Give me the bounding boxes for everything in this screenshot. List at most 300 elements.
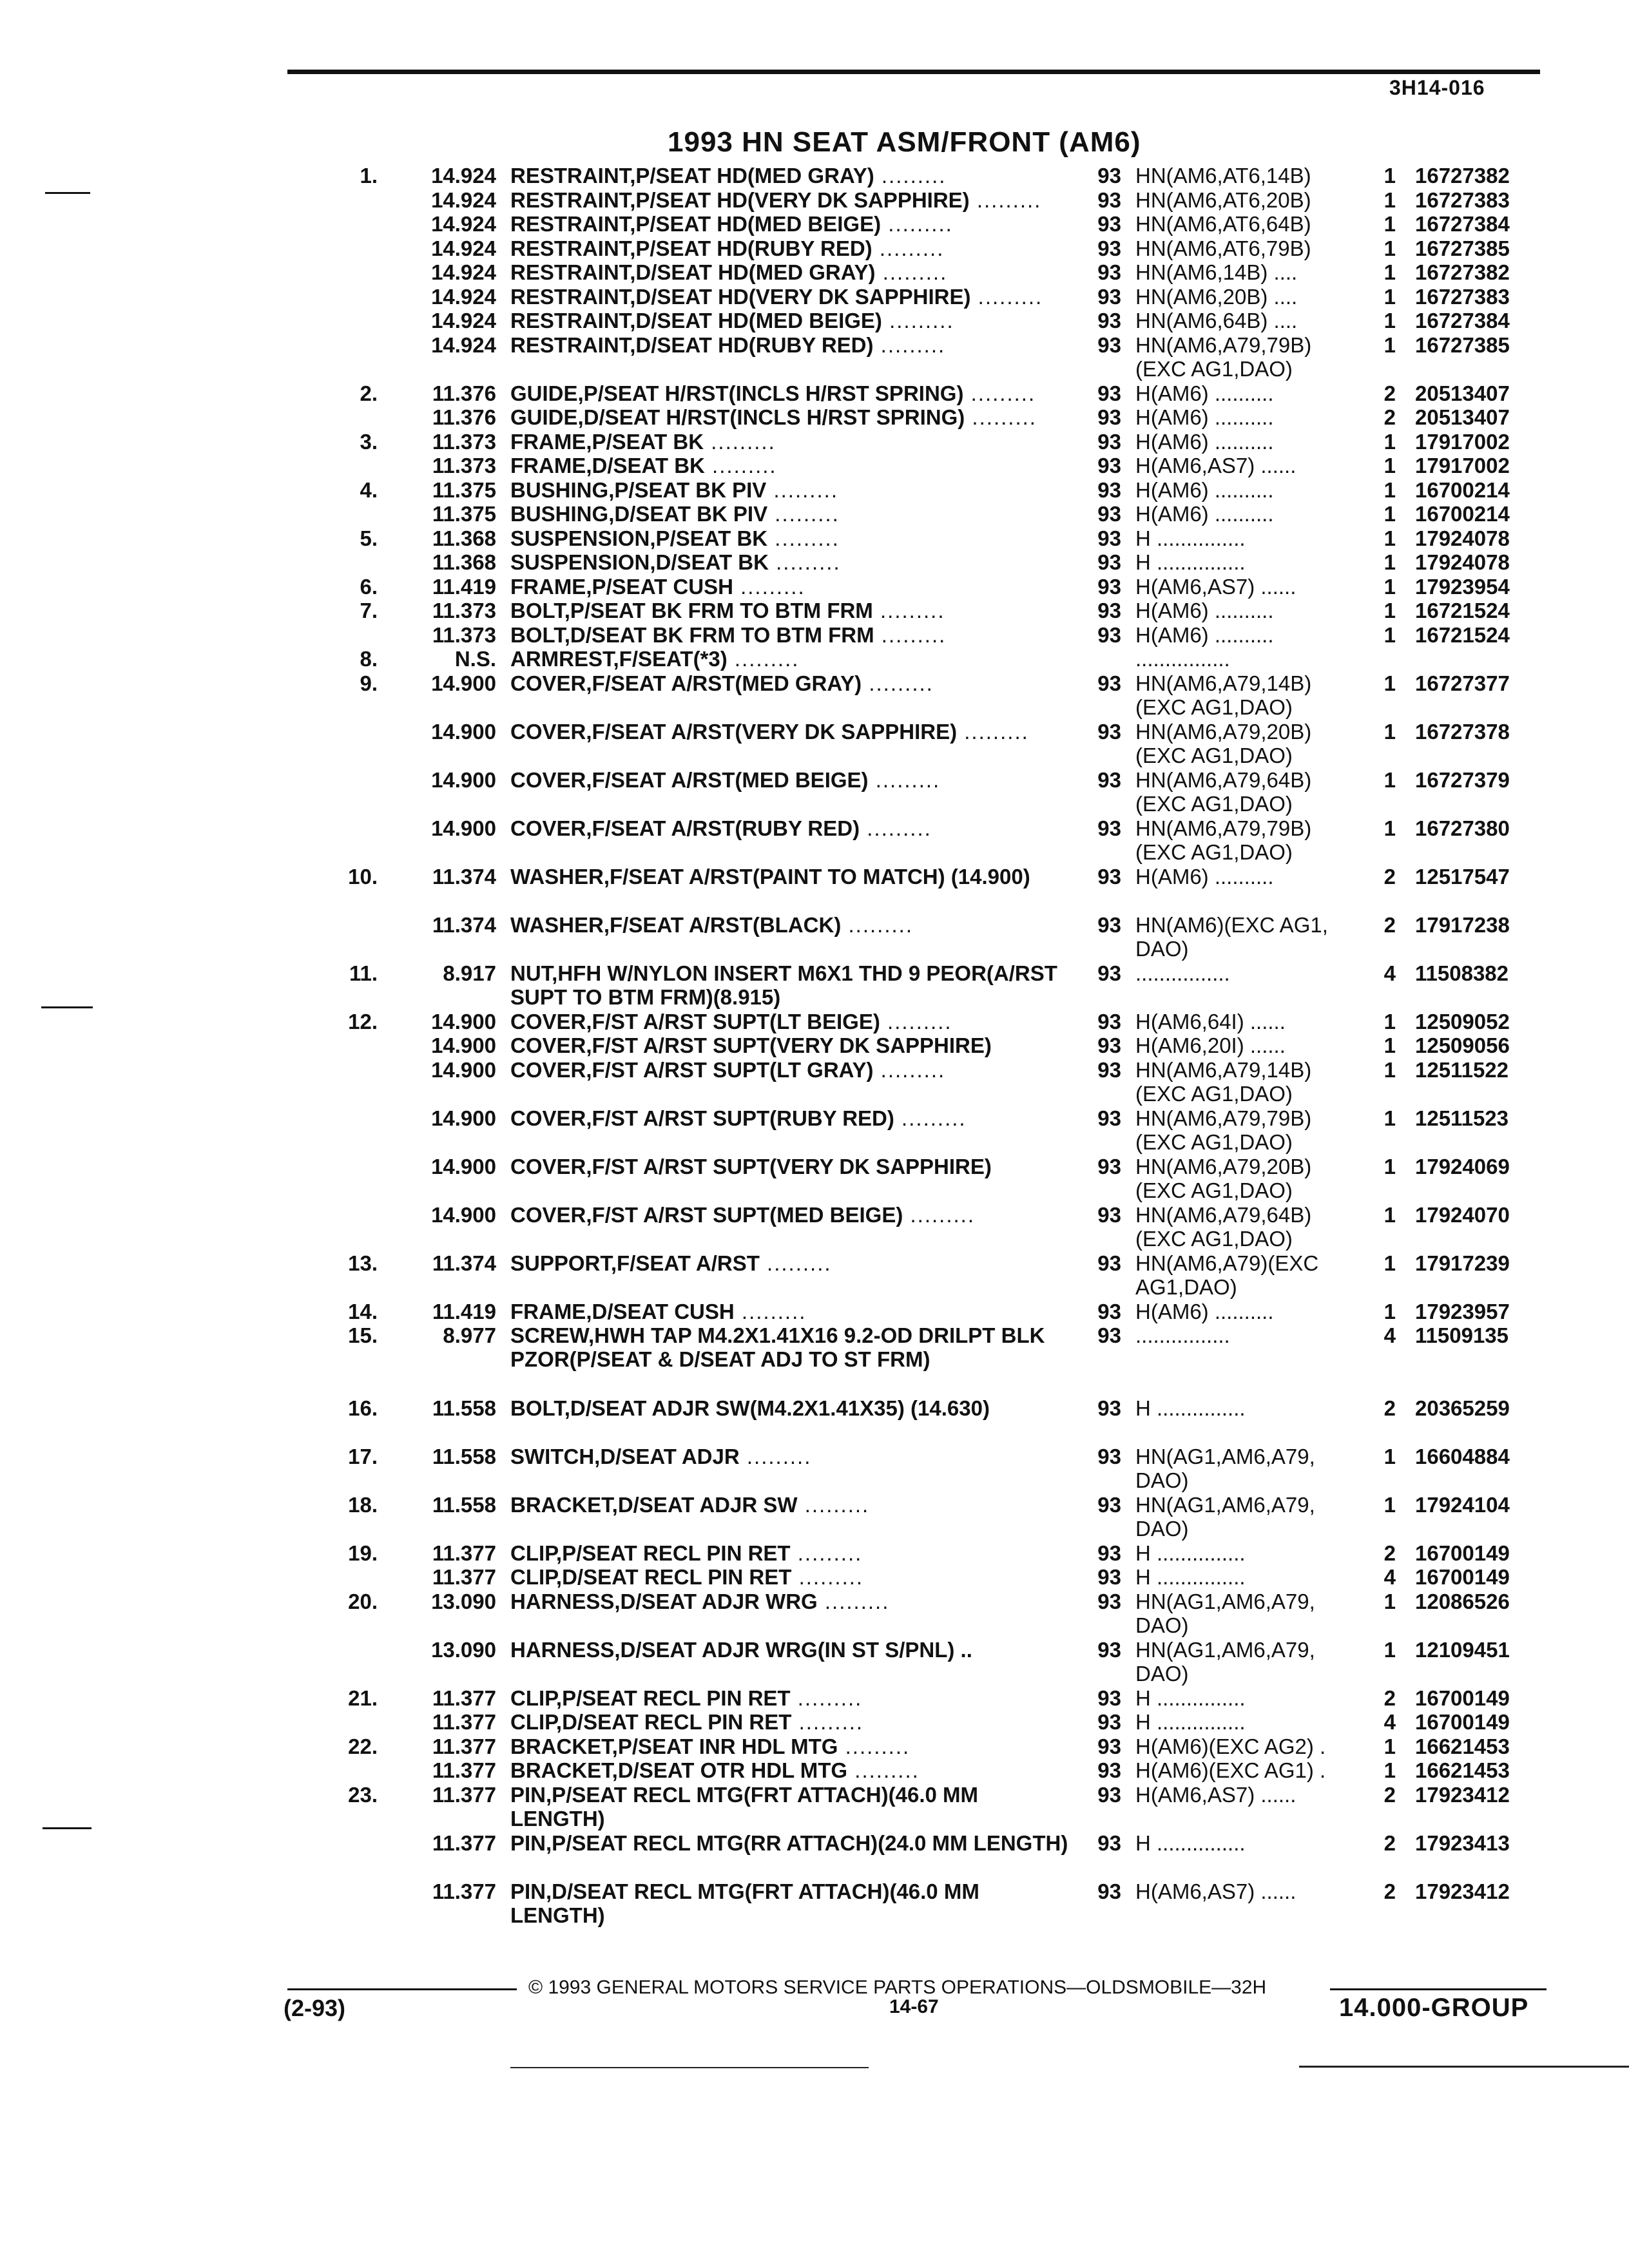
part-description xyxy=(510,1058,1077,1082)
quantity: 1 xyxy=(1383,622,1396,647)
part-name: RESTRAINT xyxy=(510,332,630,357)
model-year: 93 xyxy=(1097,1106,1121,1130)
table-row xyxy=(0,212,1629,236)
part-detail: ,D/SEAT ADJR SW(M4.2X1.41X35) (14.630) xyxy=(564,1396,990,1420)
part-name: CLIP xyxy=(510,1710,556,1734)
part-description xyxy=(510,671,1077,695)
part-detail: ,P/SEAT RECL MTG(RR ATTACH)(24.0 MM LENGTH) xyxy=(546,1831,1068,1855)
ref-number: 21. xyxy=(348,1686,378,1710)
part-detail: ,D/SEAT HD(RUBY RED) xyxy=(630,332,874,357)
model-year: 93 xyxy=(1097,212,1121,236)
leader-dots: ......... xyxy=(970,284,1043,309)
group-number: 11.558 xyxy=(432,1396,496,1420)
usage-code: HN(AM6,A79,79B) (EXC AG1,DAO) xyxy=(1135,816,1312,864)
quantity: 1 xyxy=(1383,1492,1396,1517)
group-number: 11.375 xyxy=(432,502,496,526)
part-description xyxy=(510,1758,1077,1782)
part-description xyxy=(510,865,1077,889)
ref-number: 11. xyxy=(349,961,378,985)
quantity: 1 xyxy=(1383,1202,1396,1227)
quantity: 1 xyxy=(1383,187,1396,212)
ref-number: 5. xyxy=(360,526,378,550)
group-number: 8.977 xyxy=(443,1323,496,1347)
group-number: N.S. xyxy=(454,647,496,671)
part-description xyxy=(510,405,1077,429)
leader-dots: ......... xyxy=(704,454,777,477)
quantity: 1 xyxy=(1383,1589,1396,1613)
table-row xyxy=(0,478,1629,503)
quantity: 1 xyxy=(1383,1106,1396,1130)
part-description xyxy=(510,212,1077,236)
table-row xyxy=(0,1155,1629,1203)
leader-dots: ......... xyxy=(881,212,953,236)
usage-code: HN(AM6,A79,64B) (EXC AG1,DAO) xyxy=(1135,1202,1312,1251)
usage-code: H ............... xyxy=(1135,1541,1246,1565)
quantity: 4 xyxy=(1383,1710,1396,1734)
table-row xyxy=(0,502,1629,526)
part-description xyxy=(510,1445,1077,1468)
group-number: 14.900 xyxy=(431,1033,496,1057)
group-number: 14.900 xyxy=(431,671,496,695)
top-rule xyxy=(287,70,1540,74)
part-description xyxy=(510,720,1077,744)
part-description xyxy=(510,1565,1077,1589)
group-number: 11.377 xyxy=(432,1710,496,1734)
ref-number: 17. xyxy=(348,1444,378,1468)
part-description xyxy=(510,623,1077,647)
model-year: 93 xyxy=(1097,1492,1121,1517)
ref-number: 1. xyxy=(360,164,378,187)
table-row xyxy=(0,430,1629,454)
group-number: 11.377 xyxy=(432,1565,496,1589)
part-description xyxy=(510,1735,1077,1758)
leader-dots: ......... xyxy=(841,912,913,937)
part-name: SUPPORT xyxy=(510,1251,611,1275)
table-row xyxy=(0,333,1629,381)
table-row xyxy=(0,260,1629,285)
part-detail: ,D/SEAT OTR HDL MTG xyxy=(612,1758,848,1782)
part-number: 17924069 xyxy=(1415,1154,1510,1178)
leader-dots: ......... xyxy=(704,429,776,454)
quantity: 1 xyxy=(1383,574,1396,599)
leader-dots: ......... xyxy=(791,1710,864,1734)
part-number: 16727383 xyxy=(1415,284,1510,309)
group-number: 11.376 xyxy=(432,381,496,405)
table-row xyxy=(0,575,1629,599)
model-year: 93 xyxy=(1097,1589,1121,1613)
leader-dots: ......... xyxy=(838,1734,911,1758)
part-name: CLIP xyxy=(510,1686,556,1710)
model-year: 93 xyxy=(1097,599,1121,622)
table-row xyxy=(0,1203,1629,1251)
quantity: 1 xyxy=(1383,1009,1396,1033)
part-name: CLIP xyxy=(510,1541,556,1565)
part-number: 12511523 xyxy=(1415,1106,1509,1130)
part-detail: ,D/SEAT ADJR WRG(IN ST S/PNL) .. xyxy=(614,1637,972,1662)
part-name: NUT xyxy=(510,961,552,985)
leader-dots: ......... xyxy=(873,332,946,357)
page-code: 3H14-016 xyxy=(1389,76,1485,99)
part-name: COVER xyxy=(510,1202,586,1227)
quantity: 2 xyxy=(1383,912,1396,937)
part-detail: ,P/SEAT BK xyxy=(586,429,704,454)
table-row xyxy=(0,1879,1629,1928)
model-year: 93 xyxy=(1097,671,1121,695)
model-year: 93 xyxy=(1097,1057,1121,1082)
part-detail: ,F/SEAT A/RST(VERY DK SAPPHIRE) xyxy=(586,719,958,744)
part-description xyxy=(510,961,1077,1009)
part-name: FRAME xyxy=(510,429,586,454)
group-number: 11.377 xyxy=(432,1782,496,1807)
group-number: 11.374 xyxy=(432,864,496,889)
part-detail: ,F/SEAT A/RST(MED BEIGE) xyxy=(586,767,869,792)
group-number: 14.900 xyxy=(431,1057,496,1082)
usage-code: H(AM6) .......... xyxy=(1135,477,1274,502)
quantity: 1 xyxy=(1383,719,1396,744)
part-number: 17924070 xyxy=(1415,1202,1510,1227)
usage-code: H(AM6,AS7) ...... xyxy=(1135,1782,1296,1807)
table-row xyxy=(0,816,1629,865)
group-number: 8.917 xyxy=(443,961,496,985)
part-description xyxy=(510,1590,1077,1613)
quantity: 1 xyxy=(1383,599,1396,622)
part-name: GUIDE xyxy=(510,381,578,405)
part-detail: ,D/SEAT ADJR xyxy=(594,1444,740,1468)
group-number: 11.419 xyxy=(432,574,496,599)
page-title: 1993 HN SEAT ASM/FRONT (AM6) xyxy=(668,126,1141,158)
part-number: 16700149 xyxy=(1415,1686,1510,1710)
part-name: SUSPENSION xyxy=(510,526,650,550)
leader-dots: ......... xyxy=(797,1492,870,1517)
part-description xyxy=(510,236,1077,260)
part-name: FRAME xyxy=(510,1299,586,1323)
part-description xyxy=(510,1010,1077,1033)
model-year: 93 xyxy=(1097,719,1121,744)
group-number: 14.924 xyxy=(431,187,496,212)
part-number: 17923957 xyxy=(1415,1299,1510,1323)
part-detail: ,F/SEAT A/RST xyxy=(610,1251,760,1275)
table-row xyxy=(0,188,1629,213)
usage-code: H ............... xyxy=(1135,1831,1246,1855)
table-row xyxy=(0,1323,1629,1396)
part-detail: ,D/SEAT BK FRM TO BTM FRM xyxy=(564,622,874,647)
part-name: WASHER xyxy=(510,912,604,937)
usage-code: H(AM6,AS7) ...... xyxy=(1135,574,1296,599)
part-name: COVER xyxy=(510,816,586,840)
part-name: PIN xyxy=(510,1879,546,1903)
group-number: 11.377 xyxy=(432,1541,496,1565)
part-name: COVER xyxy=(510,1154,586,1178)
part-number: 16727377 xyxy=(1415,671,1510,695)
group-number: 11.377 xyxy=(432,1734,496,1758)
table-row xyxy=(0,599,1629,623)
usage-code: H ............... xyxy=(1135,1396,1246,1420)
part-detail: ,P/SEAT HD(MED BEIGE) xyxy=(630,212,882,236)
part-number: 16727383 xyxy=(1415,187,1510,212)
group-number: 14.900 xyxy=(431,816,496,840)
quantity: 1 xyxy=(1383,260,1396,284)
quantity: 2 xyxy=(1383,1396,1396,1420)
quantity: 1 xyxy=(1383,164,1396,187)
quantity: 1 xyxy=(1383,332,1396,357)
part-number: 17923412 xyxy=(1415,1782,1510,1807)
leader-dots: ......... xyxy=(727,647,800,671)
quantity: 1 xyxy=(1383,284,1396,309)
usage-code: HN(AM6,14B) .... xyxy=(1135,260,1298,284)
part-description xyxy=(510,1396,1077,1420)
leader-dots: ......... xyxy=(767,502,840,526)
part-number: 16727384 xyxy=(1415,309,1510,332)
leader-dots: ......... xyxy=(882,309,954,332)
table-row xyxy=(0,1758,1629,1783)
part-number: 16700149 xyxy=(1415,1565,1510,1589)
model-year: 93 xyxy=(1097,187,1121,212)
part-description xyxy=(510,816,1077,840)
group-number: 14.900 xyxy=(431,719,496,744)
leader-dots: ......... xyxy=(759,1251,832,1275)
leader-dots: ......... xyxy=(969,187,1042,212)
table-row xyxy=(0,1686,1629,1711)
table-row xyxy=(0,865,1629,913)
part-detail: ,D/SEAT RECL MTG(FRT ATTACH)(46.0 MM LENGTH) xyxy=(510,1879,979,1927)
group-number: 14.924 xyxy=(431,236,496,260)
leader-dots: ......... xyxy=(791,1565,864,1589)
part-number: 16727385 xyxy=(1415,332,1510,357)
model-year: 93 xyxy=(1097,332,1121,357)
model-year: 93 xyxy=(1097,1782,1121,1807)
ref-number: 13. xyxy=(348,1251,378,1275)
ref-number: 7. xyxy=(360,599,378,622)
leader-dots: ......... xyxy=(734,1299,807,1323)
part-detail: ,P/SEAT CUSH xyxy=(586,574,733,599)
leader-dots: ......... xyxy=(733,574,805,599)
usage-code: H ............... xyxy=(1135,526,1246,550)
usage-code: HN(AM6,A79,14B) (EXC AG1,DAO) xyxy=(1135,671,1312,719)
leader-dots: ......... xyxy=(860,816,932,840)
footer-rule-right xyxy=(1330,1988,1547,1990)
group-number: 11.377 xyxy=(432,1831,496,1855)
part-name: COVER xyxy=(510,719,586,744)
part-description xyxy=(510,599,1077,622)
part-number: 16700214 xyxy=(1415,502,1510,526)
usage-code: H ............... xyxy=(1135,550,1246,574)
part-number: 16727378 xyxy=(1415,719,1510,744)
model-year: 93 xyxy=(1097,1251,1121,1275)
part-number: 16727382 xyxy=(1415,260,1510,284)
part-number: 17923954 xyxy=(1415,574,1510,599)
table-row xyxy=(0,1445,1629,1493)
part-description xyxy=(510,768,1077,792)
part-name: RESTRAINT xyxy=(510,284,630,309)
part-detail: ,D/SEAT HD(MED GRAY) xyxy=(630,260,876,284)
part-detail: ,D/SEAT HD(MED BEIGE) xyxy=(630,309,882,332)
leader-dots: ......... xyxy=(739,1444,812,1468)
usage-code: HN(AM6,A79,64B) (EXC AG1,DAO) xyxy=(1135,767,1312,816)
part-name: COVER xyxy=(510,1106,586,1130)
model-year: 93 xyxy=(1097,574,1121,599)
model-year: 93 xyxy=(1097,1299,1121,1323)
part-number: 17924104 xyxy=(1415,1492,1510,1517)
usage-code: HN(AM6,AT6,14B) xyxy=(1135,164,1311,187)
quantity: 2 xyxy=(1383,1831,1396,1855)
model-year: 93 xyxy=(1097,1033,1121,1057)
quantity: 4 xyxy=(1383,1565,1396,1589)
model-year: 93 xyxy=(1097,1686,1121,1710)
part-name: SUSPENSION xyxy=(510,550,650,574)
table-row xyxy=(0,913,1629,961)
model-year: 93 xyxy=(1097,477,1121,502)
part-name: COVER xyxy=(510,1033,586,1057)
part-name: CLIP xyxy=(510,1565,556,1589)
part-number: 17923413 xyxy=(1415,1831,1510,1855)
usage-code: ................ xyxy=(1135,647,1230,671)
leader-dots: ......... xyxy=(965,405,1037,429)
part-detail: ,HWH TAP M4.2X1.41X16 9.2-OD DRILPT BLK PZOR(P/SEAT & D/SEAT ADJ TO ST FRM) xyxy=(510,1323,1045,1371)
part-name: FRAME xyxy=(510,454,586,477)
quantity: 2 xyxy=(1383,1541,1396,1565)
part-detail: ,D/SEAT ADJR WRG xyxy=(614,1589,818,1613)
usage-code: ................ xyxy=(1135,1323,1230,1347)
part-name: GUIDE xyxy=(510,405,578,429)
part-detail: ,P/SEAT RECL PIN RET xyxy=(555,1541,791,1565)
part-detail: ,D/SEAT BK xyxy=(586,454,705,477)
quantity: 1 xyxy=(1383,550,1396,574)
ref-number: 14. xyxy=(348,1299,378,1323)
part-name: BUSHING xyxy=(510,477,609,502)
part-name: BRACKET xyxy=(510,1758,612,1782)
group-number: 14.900 xyxy=(431,1154,496,1178)
part-description xyxy=(510,454,1077,477)
part-detail: ,D/SEAT ADJR SW xyxy=(612,1492,798,1517)
group-number: 11.377 xyxy=(432,1758,496,1782)
group-number: 11.373 xyxy=(432,454,496,477)
part-description xyxy=(510,502,1077,526)
ref-number: 9. xyxy=(360,671,378,695)
part-detail: ,F/ST A/RST SUPT(MED BEIGE) xyxy=(586,1202,903,1227)
leader-dots: ......... xyxy=(874,622,947,647)
usage-code: HN(AM6,A79,14B) (EXC AG1,DAO) xyxy=(1135,1057,1312,1106)
leader-dots: ......... xyxy=(880,1009,952,1033)
part-detail: ,F/ST A/RST SUPT(LT BEIGE) xyxy=(586,1009,880,1033)
part-description xyxy=(510,1251,1077,1275)
quantity: 1 xyxy=(1383,671,1396,695)
part-number: 16721524 xyxy=(1415,622,1510,647)
model-year: 93 xyxy=(1097,912,1121,937)
ref-number: 12. xyxy=(348,1009,378,1033)
bottom-rule xyxy=(510,2067,869,2068)
part-number: 12509056 xyxy=(1415,1033,1510,1057)
part-description xyxy=(510,1203,1077,1227)
part-detail: ,F/ST A/RST SUPT(VERY DK SAPPHIRE) xyxy=(586,1154,992,1178)
part-detail: ,D/SEAT H/RST(INCLS H/RST SPRING) xyxy=(577,405,965,429)
table-row xyxy=(0,1710,1629,1735)
usage-code: H ............... xyxy=(1135,1710,1246,1734)
part-name: RESTRAINT xyxy=(510,236,630,260)
ref-number: 10. xyxy=(348,864,378,889)
table-row xyxy=(0,1783,1629,1831)
ref-number: 3. xyxy=(360,429,378,454)
table-row xyxy=(0,405,1629,430)
part-name: COVER xyxy=(510,671,586,695)
model-year: 93 xyxy=(1097,454,1121,477)
group-number: 11.375 xyxy=(432,477,496,502)
group-number: 11.368 xyxy=(432,550,496,574)
leader-dots: ......... xyxy=(872,236,945,260)
table-row xyxy=(0,1106,1629,1155)
leader-dots: ......... xyxy=(862,671,934,695)
part-number: 17917239 xyxy=(1415,1251,1510,1275)
model-year: 93 xyxy=(1097,309,1121,332)
part-description xyxy=(510,309,1077,332)
group-number: 11.368 xyxy=(432,526,496,550)
part-number: 16604884 xyxy=(1415,1444,1510,1468)
part-name: BOLT xyxy=(510,1396,564,1420)
leader-dots: ......... xyxy=(874,164,947,187)
table-row xyxy=(0,647,1629,671)
leader-dots: ......... xyxy=(868,767,941,792)
leader-dots: ......... xyxy=(817,1589,890,1613)
ref-number: 18. xyxy=(348,1492,378,1517)
ref-number: 4. xyxy=(360,477,378,502)
part-description xyxy=(510,526,1077,550)
table-row xyxy=(0,285,1629,309)
part-detail: ,P/SEAT BK PIV xyxy=(608,477,767,502)
ref-number: 20. xyxy=(348,1589,378,1613)
leader-dots: ......... xyxy=(872,599,945,622)
part-number: 16700214 xyxy=(1415,477,1510,502)
usage-code: HN(AM6,A79,79B) (EXC AG1,DAO) xyxy=(1135,1106,1312,1154)
part-description xyxy=(510,430,1077,454)
part-name: ARMREST xyxy=(510,647,613,671)
group-number: 11.377 xyxy=(432,1879,496,1903)
part-detail: ,P/SEAT RECL PIN RET xyxy=(555,1686,791,1710)
part-description xyxy=(510,188,1077,212)
part-description xyxy=(510,913,1077,937)
quantity: 1 xyxy=(1383,767,1396,792)
parts-table xyxy=(0,164,1629,1928)
quantity: 2 xyxy=(1383,405,1396,429)
group-number: 11.419 xyxy=(432,1299,496,1323)
table-row xyxy=(0,381,1629,406)
quantity: 2 xyxy=(1383,1782,1396,1807)
part-detail: ,HFH W/NYLON INSERT M6X1 THD 9 PEOR(A/RST SUPT TO BTM FRM)(8.915) xyxy=(510,961,1057,1009)
leader-dots: ......... xyxy=(790,1686,863,1710)
part-name: BOLT xyxy=(510,599,564,622)
part-number: 17924078 xyxy=(1415,526,1510,550)
table-row xyxy=(0,1010,1629,1034)
model-year: 93 xyxy=(1097,164,1121,187)
part-detail: ,D/SEAT BK xyxy=(650,550,769,574)
model-year: 93 xyxy=(1097,816,1121,840)
usage-code: HN(AM6,AT6,64B) xyxy=(1135,212,1311,236)
group-number: 13.090 xyxy=(431,1589,496,1613)
model-year: 93 xyxy=(1097,1323,1121,1347)
model-year: 93 xyxy=(1097,864,1121,889)
table-row xyxy=(0,550,1629,575)
part-number: 16621453 xyxy=(1415,1734,1510,1758)
part-detail: ,D/SEAT HD(VERY DK SAPPHIRE) xyxy=(630,284,971,309)
usage-code: HN(AM6,64B) .... xyxy=(1135,309,1298,332)
part-name: SCREW xyxy=(510,1323,589,1347)
table-row xyxy=(0,1541,1629,1566)
usage-code: HN(AM6,A79)(EXC AG1,DAO) xyxy=(1135,1251,1319,1299)
part-name: RESTRAINT xyxy=(510,164,630,187)
table-row xyxy=(0,1300,1629,1324)
table-row xyxy=(0,720,1629,768)
part-detail: ,P/SEAT RECL MTG(FRT ATTACH)(46.0 MM LENGTH) xyxy=(510,1782,978,1831)
part-description xyxy=(510,260,1077,284)
part-detail: ,P/SEAT INR HDL MTG xyxy=(612,1734,838,1758)
